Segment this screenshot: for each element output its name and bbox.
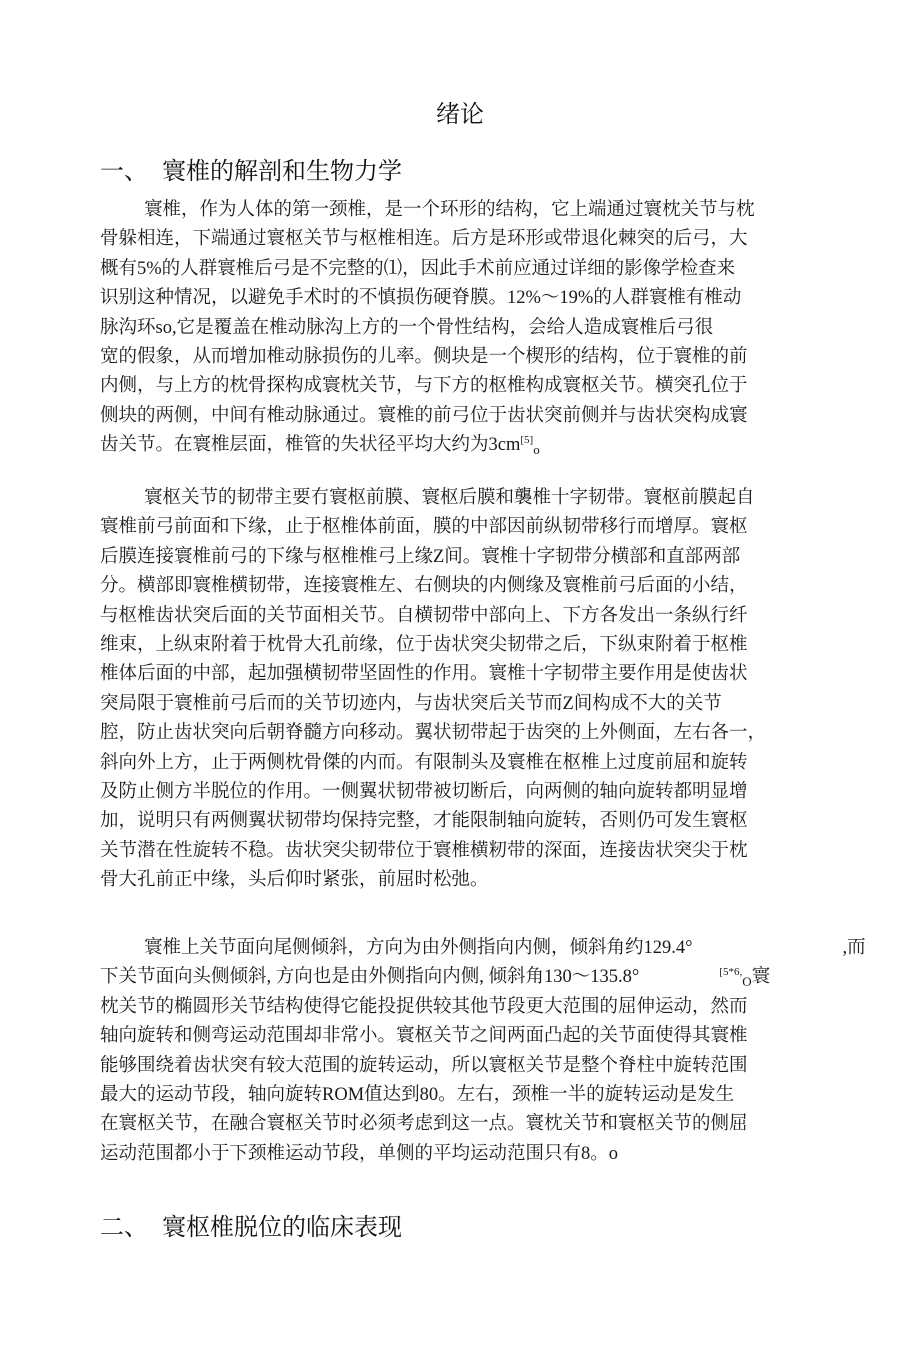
text-line (100, 431, 820, 460)
text-run: 下关节面向头侧倾斜, 方向也是由外侧指向内侧, 倾斜角130～135.8° (100, 967, 640, 988)
text-line: 识别这种情况，以避免手术时的不慎损伤硬脊膜。12%～19%的人群寰椎有椎动 (100, 288, 742, 309)
text-line: 骨躲相连，下端通过寰枢关节与枢椎相连。后方是环形或带退化棘突的后弓，大 (100, 229, 748, 250)
text-line: 椎体后面的中部，起加强横韧带坚固性的作用。寰椎十字韧带主要作用是使齿状 (100, 664, 748, 685)
section-number: 二、 (100, 1213, 148, 1241)
text-line: 及防止侧方半脱位的作用。一侧翼状韧带被切断后，向两侧的轴向旋转都明显增 (100, 781, 748, 802)
text-run: 寰椎上关节面向尾侧倾斜，方向为由外侧指向内侧，倾斜角约129.4° (144, 938, 693, 958)
text-line: 骨大孔前正中缘，头后仰时紧张，前屈时松弛。 (100, 870, 489, 891)
paragraph-3 (100, 934, 866, 1169)
text-line: 腔，防止齿状突向后朝脊髓方向移动。翼状韧带起于齿突的上外侧面，左右各一， (100, 723, 767, 744)
text-line: 轴向旋转和侧弯运动范围却非常小。寰枢关节之间两面凸起的关节面使得其寰椎 (100, 1026, 748, 1047)
section-number: 一、 (100, 157, 148, 185)
text-line: 能够围绕着齿状突有较大范围的旋转运动，所以寰枢关节是整个脊柱中旋转范围 (100, 1055, 748, 1076)
text-line: 寰椎，作为人体的第一颈椎，是一个环形的结构，它上端通过寰枕关节与枕 (144, 200, 755, 220)
text-line: 后膜连接寰椎前弓的下缘与枢椎椎弓上缘Z间。寰椎十字韧带分横部和直部两部 (100, 546, 741, 567)
text-line: 最大的运动节段，轴向旋转ROM值达到80。左右，颈椎一半的旋转运动是发生 (100, 1084, 735, 1105)
citation-ref: [5*6, (719, 966, 743, 979)
text-line (100, 934, 866, 963)
text-line: 侧块的两侧，中间有椎动脉通过。寰椎的前弓位于齿状突前侧并与齿状突构成寰 (100, 405, 748, 426)
text-line: 宽的假象，从而增加椎动脉损伤的儿率。侧块是一个楔形的结构，位于寰椎的前 (100, 346, 748, 367)
text-run: o (533, 442, 540, 458)
text-line: 关节潜在性旋转不稳。齿状突尖韧带位于寰椎横籾带的深面，连接齿状突尖于枕 (100, 840, 748, 861)
text-line (100, 963, 830, 992)
text-line: 寰枢关节的韧带主要冇寰枢前膜、寰枢后膜和襲椎十字韧带。寰枢前膜起自 (144, 488, 755, 508)
text-line: 概有5%的人群寰椎后弓是不完整的⑴，因此手术前应通过详细的影像学检查来 (100, 258, 736, 279)
text-line: 枕关节的椭圆形关节结构使得它能投捉供较其他节段更大范围的屈伸运动，然而 (100, 996, 748, 1017)
citation-ref: [5] (520, 434, 534, 447)
text-line: 脉沟环so,它是覆盖在椎动脉沟上方的一个骨性结构，会给人造成寰椎后弓很 (100, 317, 714, 338)
text-line: 维束，上纵束附着于枕骨大孔前缘，位于齿状突尖韧带之后，下纵束附着于枢椎 (100, 634, 748, 655)
section-title: 寰枢椎脱位的临床表现 (162, 1213, 402, 1241)
text-run: O (742, 974, 752, 990)
section-title: 寰椎的解剖和生物力学 (162, 157, 402, 185)
text-line: 与枢椎齿状突后面的关节面相关节。自横韧带中部向上、下方各发出一条纵行纤 (100, 605, 748, 626)
section-heading-1 (100, 151, 402, 186)
document-title: 绪论 (436, 100, 484, 128)
text-line: 分。横部即寰椎横韧带，连接寰椎左、右侧块的内侧缘及寰椎前弓后面的小结， (100, 576, 748, 597)
text-line: 寰椎前弓前面和下缘，止于枢椎体前面，膜的中部因前纵韧带移行而增厚。寰枢 (100, 517, 748, 538)
text-line: 斜向外上方，止于两侧枕骨傑的内而。有限制头及寰椎在枢椎上过度前屈和旋转 (100, 752, 748, 773)
text-line: 加，说明只有两侧翼状韧带均保持完整，才能限制轴向旋转，否则仍可发生寰枢 (100, 811, 748, 832)
text-run: 寰 (751, 967, 771, 988)
text-line: 在寰枢关节，在融合寰枢关节时必须考虑到这一点。寰枕关节和寰枢关节的侧屈 (100, 1114, 748, 1135)
text-line: 突局限于寰椎前弓后而的关节切迹内，与齿状突后关节而Z间构成不大的关节 (100, 693, 722, 714)
paragraph-2 (100, 484, 820, 895)
section-heading-2 (100, 1207, 402, 1242)
text-line: 内侧，与上方的枕骨探构成寰枕关节，与下方的枢椎构成寰枢关节。横突孔位于 (100, 376, 748, 397)
text-run: ,而 (842, 938, 866, 958)
paragraph-1 (100, 196, 820, 461)
text-run: 齿关节。在寰椎层面，椎管的失状径平均大约为3cm (100, 435, 521, 456)
text-line: 运动范围都小于下颈椎运动节段，单侧的平均运动范围只有8。o (100, 1143, 619, 1164)
